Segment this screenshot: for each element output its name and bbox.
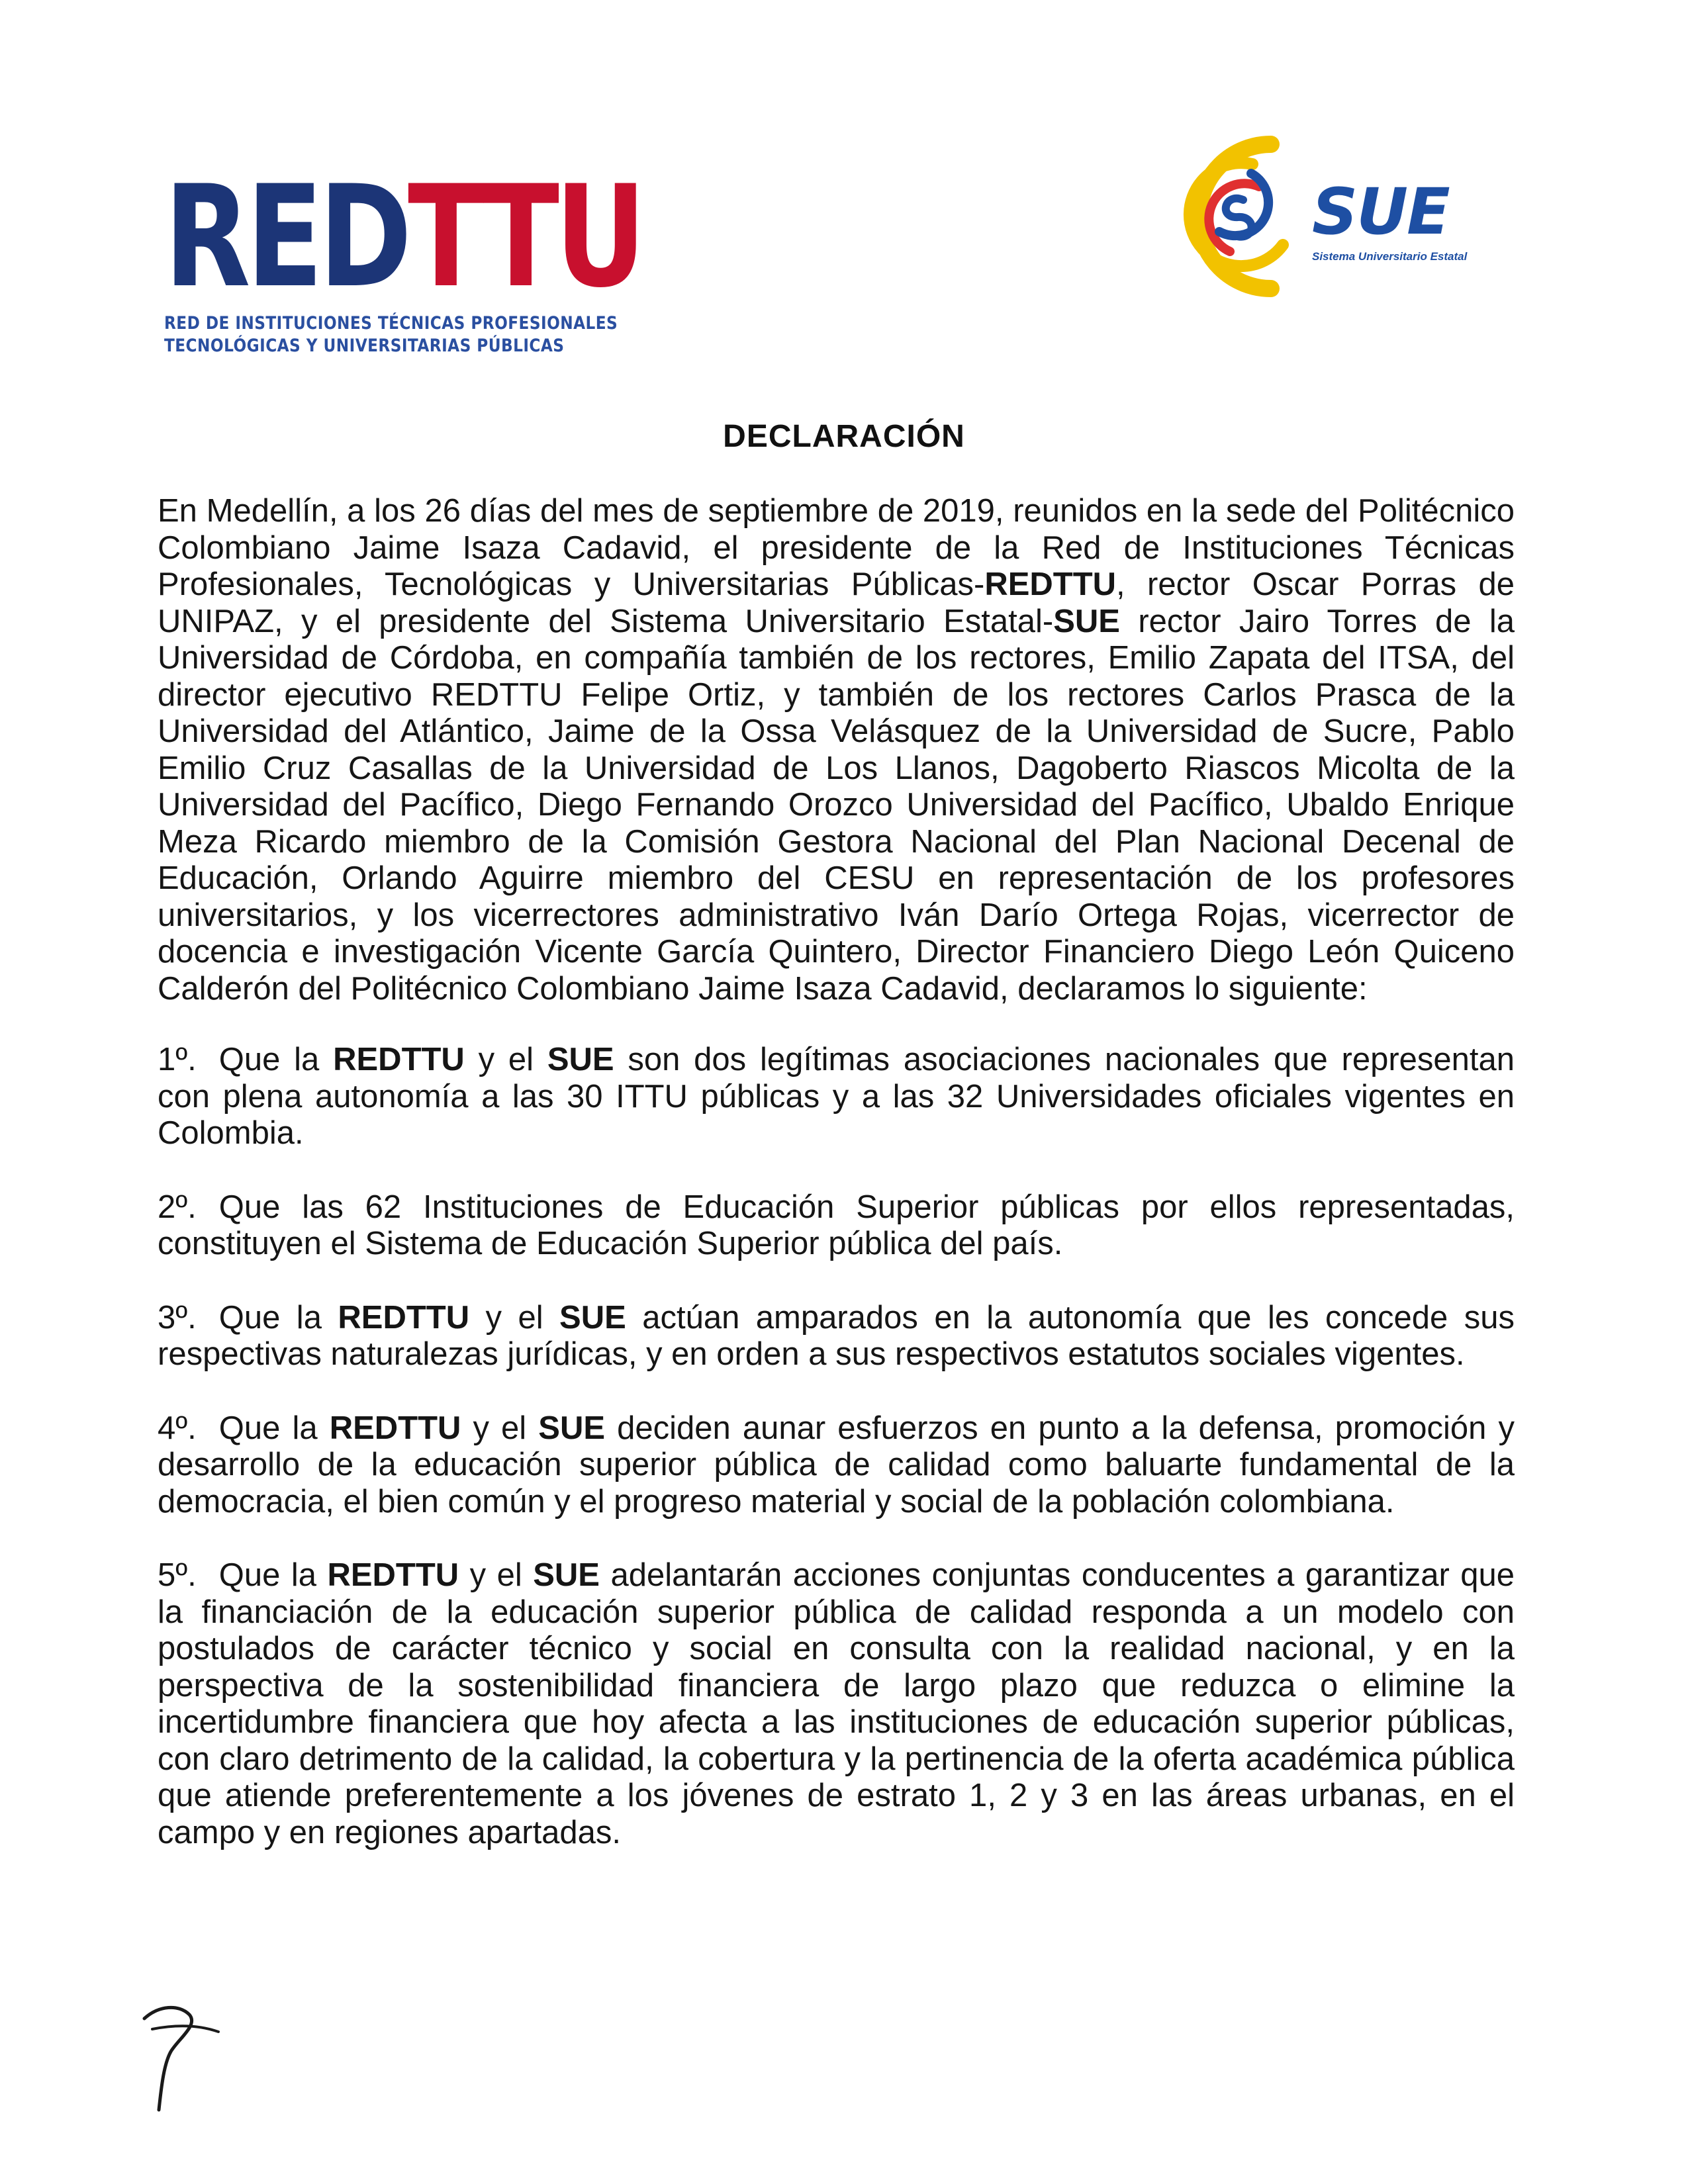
sue-tagline: Sistema Universitario Estatal <box>1312 250 1468 263</box>
item-bold: SUE <box>538 1410 606 1446</box>
item-bold: SUE <box>547 1042 614 1077</box>
item-number: 2º. <box>158 1189 197 1225</box>
document-body <box>158 493 1515 1888</box>
item-text: actúan amparados en la autonomía que les concede sus respectivas naturalezas jurídicas, y en orden a sus respectivos estatutos sociales vigentes. <box>158 1299 1515 1372</box>
item-text: Que la <box>218 1410 330 1446</box>
declaration-item-2 <box>158 1189 1515 1263</box>
item-text: y el <box>469 1299 560 1336</box>
redttu-subtitle-line-1: RED DE INSTITUCIONES TÉCNICAS PROFESIONALES <box>164 313 618 334</box>
sue-logo <box>1172 132 1489 304</box>
intro-paragraph <box>158 493 1515 1007</box>
item-text: y el <box>459 1557 534 1593</box>
item-number: 3º. <box>158 1299 197 1336</box>
item-number: 4º. <box>158 1410 197 1446</box>
item-number: 1º. <box>158 1042 197 1077</box>
item-text: adelantarán acciones conjuntas conducentes a garantizar que la financiación de la educación superior pública de calidad responda a un modelo con postulados de carácter técnico y social en consulta con la realidad nacional, y en la perspectiva de la sostenibilidad financiera de largo plazo que reduzca o elimine la incertidumbre financiera que hoy afecta a las instituciones de educación superior públicas, con claro detrimento de la calidad, la cobertura y la pertinencia de la oferta académica pública que atiende preferentemente a los jóvenes de estrato 1, 2 y 3 en las áreas urbanas, en el campo y en regiones apartadas. <box>158 1557 1515 1850</box>
item-text: Que las 62 Instituciones de Educación Superior públicas por ellos representadas, constituyen el Sistema de Educación Superior pública del país. <box>158 1189 1515 1261</box>
item-bold: REDTTU <box>329 1410 461 1446</box>
sue-wordmark: SUE <box>1312 175 1449 249</box>
item-bold: SUE <box>559 1299 626 1336</box>
item-text: Que la <box>218 1042 334 1077</box>
redttu-ttu: TTU <box>408 155 642 318</box>
item-bold: REDTTU <box>327 1557 459 1593</box>
redttu-subtitle <box>164 312 618 357</box>
declaration-item-1 <box>158 1042 1515 1152</box>
item-bold: REDTTU <box>333 1042 465 1077</box>
declaration-item-3 <box>158 1300 1515 1373</box>
item-text: Que la <box>218 1299 338 1336</box>
redttu-logo <box>164 155 642 357</box>
item-text: Que la <box>218 1557 328 1593</box>
redttu-subtitle-line-2: TECNOLÓGICAS Y UNIVERSITARIAS PÚBLICAS <box>164 336 565 356</box>
item-number: 5º. <box>158 1557 197 1593</box>
redttu-wordmark <box>164 155 642 318</box>
item-bold: REDTTU <box>338 1299 470 1336</box>
item-text: son dos legítimas asociaciones nacionales que representan con plena autonomía a las 30 ITTU públicas y a las 32 Universidades oficiales vigentes en Colombia. <box>158 1042 1515 1151</box>
intro-text-3: rector Jairo Torres de la Universidad de Córdoba, en compañía también de los rectores, Emilio Zapata del ITSA, del director ejecutivo REDTTU Felipe Ortiz, y también de los rectores Carlos Prasca de la Universidad del Atlántico, Jaime de la Ossa Velásquez de la Universidad de Sucre, Pablo Emilio Cruz Casallas de la Universidad de Los Llanos, Dagoberto Riascos Micolta de la Universidad del Pacífico, Diego Fernando Orozco Universidad del Pacífico, Ubaldo Enrique Meza Ricardo miembro de la Comisión Gestora Nacional del Plan Nacional Decenal de Educación, Orlando Aguirre miembro del CESU en representación de los profesores universitarios, y los vicerrectores administrativo Iván Darío Ortega Rojas, vicerrector de docencia e investigación Vicente García Quintero, Director Financiero Diego León Quiceno Calderón del Politécnico Colombiano Jaime Isaza Cadavid, declaramos lo siguiente: <box>158 603 1515 1007</box>
page-title: DECLARACIÓN <box>723 419 965 454</box>
redttu-red: RED <box>164 155 408 318</box>
item-text: deciden aunar esfuerzos en punto a la defensa, promoción y desarrollo de la educación superior pública de calidad como baluarte fundamental de la democracia, el bien común y el progreso material y social de la población colombiana. <box>158 1410 1515 1520</box>
declaration-item-5 <box>158 1557 1515 1851</box>
intro-text-1: En Medellín, a los 26 días del mes de septiembre de 2019, reunidos en la sede del Politécnico Colombiano Jaime Isaza Cadavid, el presidente de la Red de Instituciones Técnicas Profesionales, Tecnológicas y Universitarias Públicas- <box>158 493 1515 602</box>
intro-bold-sue: SUE <box>1053 603 1120 639</box>
item-text: y el <box>464 1042 547 1077</box>
sue-swirl-icon <box>1172 132 1311 304</box>
item-bold: SUE <box>533 1557 600 1593</box>
intro-bold-redttu: REDTTU <box>984 567 1117 602</box>
declaration-item-4 <box>158 1410 1515 1521</box>
item-text: y el <box>461 1410 539 1446</box>
intro-text-2: , rector Oscar Porras de UNIPAZ, y el presidente del Sistema Universitario Estatal- <box>158 567 1515 639</box>
handwritten-initial-mark <box>132 1992 232 2118</box>
